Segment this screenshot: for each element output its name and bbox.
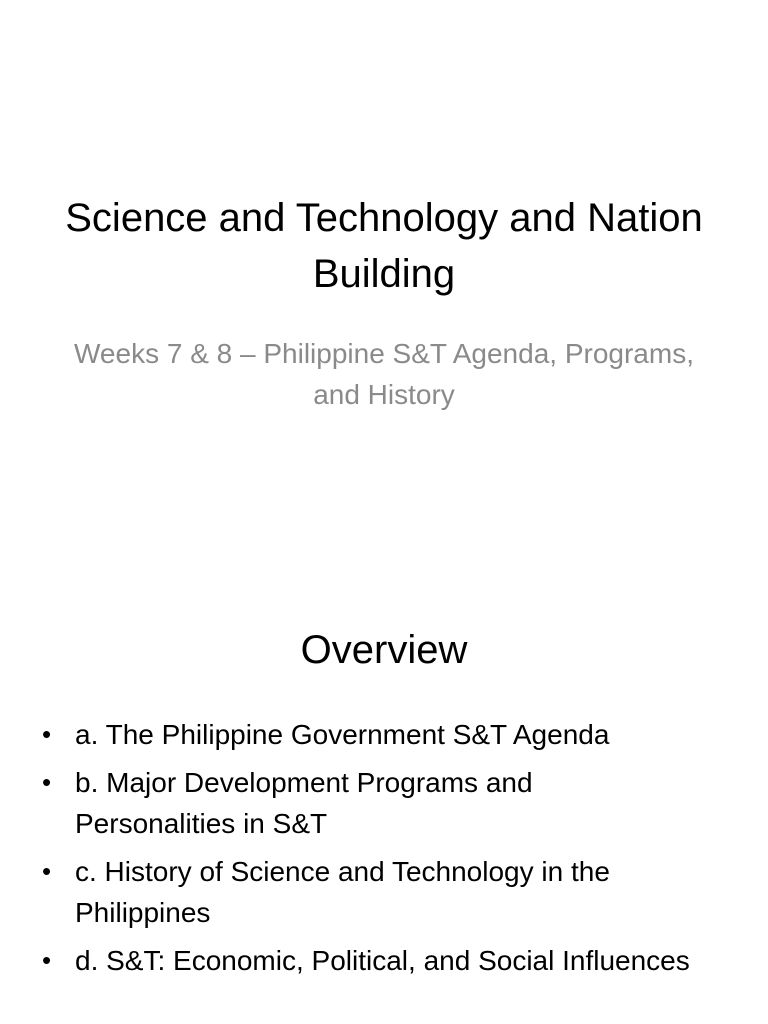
list-item-label: d. S&T: Economic, Political, and Social Influences xyxy=(75,945,690,976)
slide-subtitle: Weeks 7 & 8 – Philippine S&T Agenda, Programs, and History xyxy=(74,338,694,410)
list-item xyxy=(40,940,700,981)
list-item-label: b. Major Development Programs and Personalities in S&T xyxy=(75,767,533,839)
bullet-icon: • xyxy=(42,856,52,886)
bullet-icon: • xyxy=(42,767,52,797)
overview-bullet-list xyxy=(40,714,700,988)
list-item-label: a. The Philippine Government S&T Agenda xyxy=(75,719,610,750)
overview-slide xyxy=(0,576,768,1024)
slide-title: Science and Technology and Nation Building xyxy=(65,196,703,296)
overview-title: Overview xyxy=(300,628,468,672)
list-item xyxy=(40,714,700,755)
bullet-icon: • xyxy=(42,719,52,749)
bullet-icon: • xyxy=(42,945,52,975)
list-item xyxy=(40,762,700,844)
list-item xyxy=(40,851,700,933)
list-item-label: c. History of Science and Technology in the Philippines xyxy=(75,856,610,928)
